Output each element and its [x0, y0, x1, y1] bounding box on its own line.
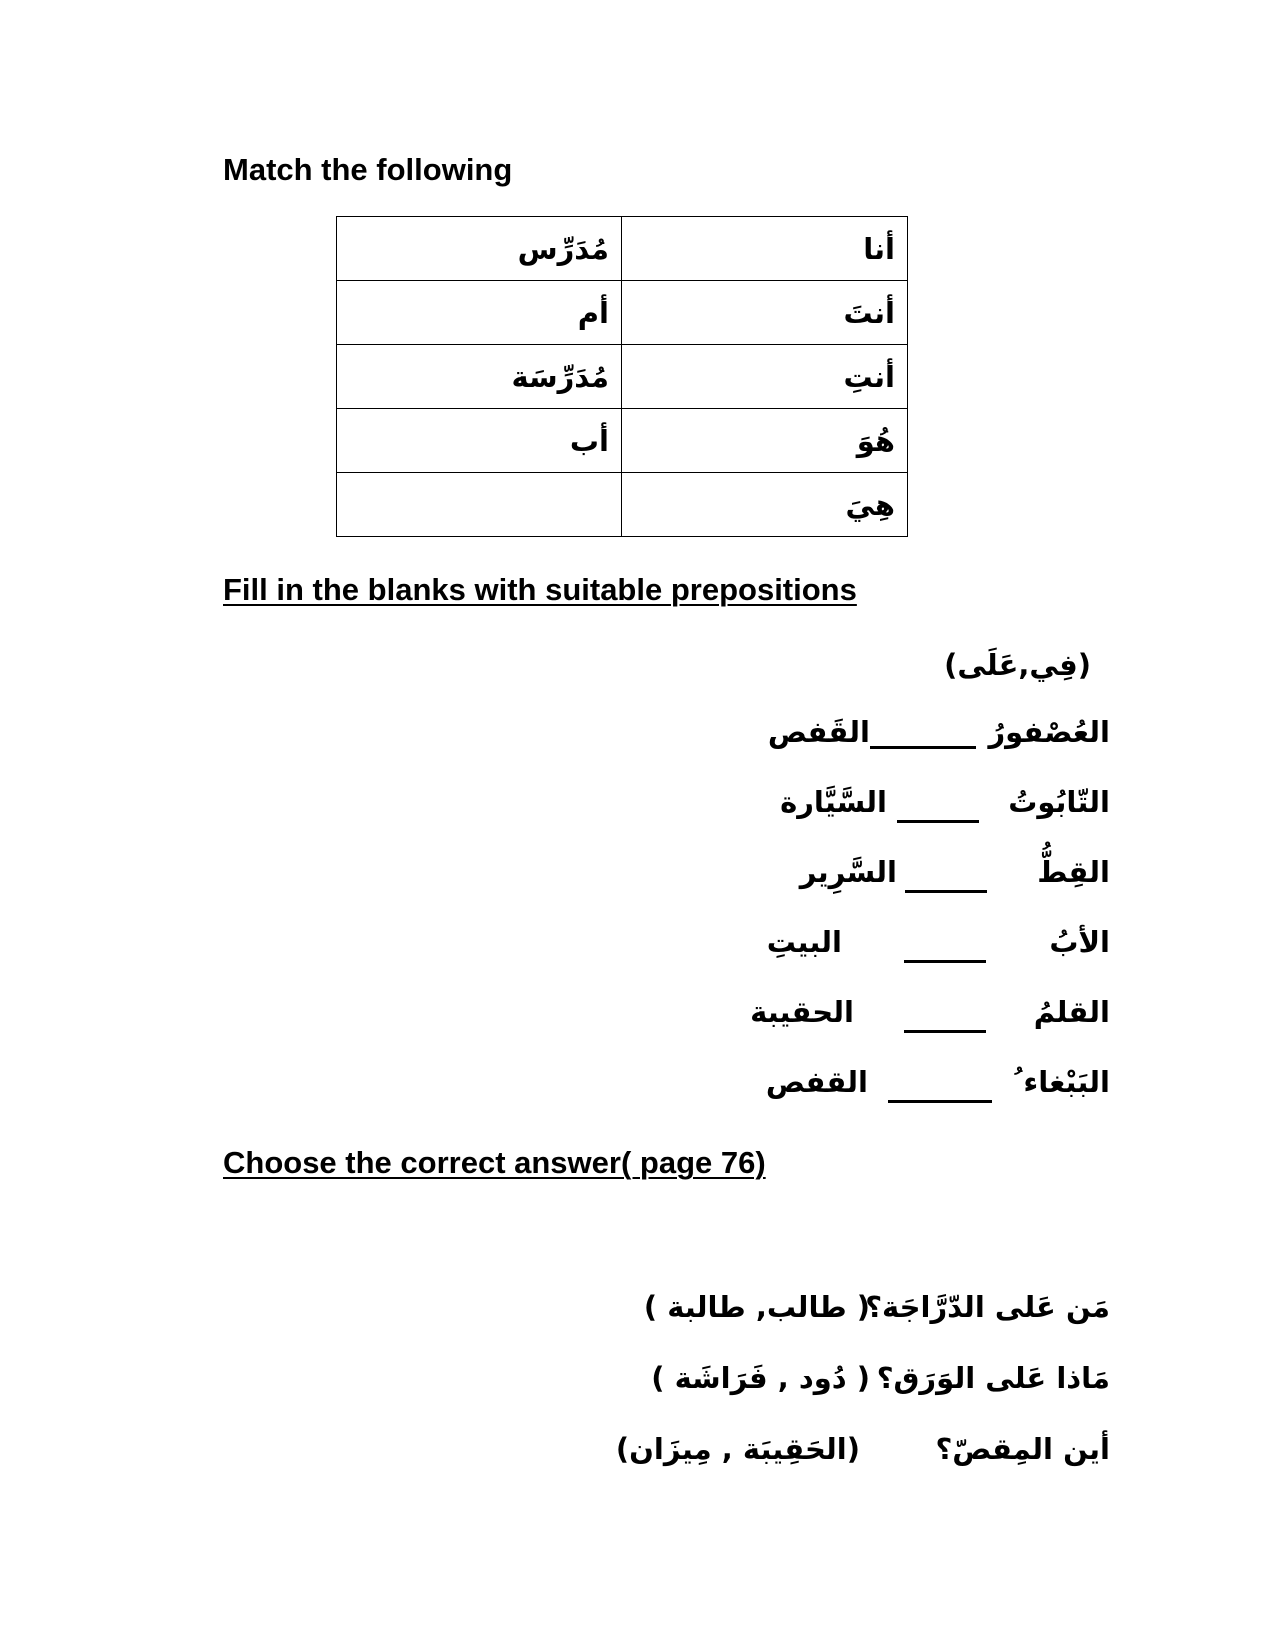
match-cell-right: أنتَ	[622, 281, 908, 345]
question-text: مَن عَلى الدّرَّاجَة؟	[865, 1290, 1110, 1324]
blank-line[interactable]	[870, 746, 976, 749]
table-row	[337, 409, 908, 473]
fill-subject: القلمُ	[1033, 995, 1110, 1029]
fill-row	[0, 782, 1275, 826]
question-row	[0, 1429, 1275, 1473]
fill-object: السَّيَّارة	[780, 785, 887, 819]
blank-line[interactable]	[888, 1100, 992, 1103]
fill-subject: البَبْغاء ُ	[1013, 1065, 1110, 1099]
fill-heading: Fill in the blanks with suitable prepositions	[223, 572, 857, 607]
fill-object: الحقيبة	[750, 995, 854, 1029]
preposition-options: (فِي,عَلَى)	[944, 648, 1091, 682]
match-cell-left: أب	[337, 409, 622, 473]
fill-object: السَّرِير	[799, 855, 897, 889]
match-cell-right: أنا	[622, 217, 908, 281]
blank-line[interactable]	[904, 1030, 986, 1033]
blank-line[interactable]	[905, 890, 987, 893]
match-heading: Match the following	[223, 152, 513, 187]
table-row	[337, 473, 908, 537]
question-text: أين المِقصّ؟	[935, 1432, 1110, 1466]
answer-choices: (الحَقِيبَة , مِيزَان)	[615, 1432, 860, 1466]
fill-object: البيتِ	[766, 925, 842, 959]
fill-subject: التّابُوتُ	[1008, 785, 1110, 819]
match-cell-left	[337, 473, 622, 537]
fill-row	[0, 852, 1275, 896]
fill-object: القَفص	[767, 715, 870, 749]
match-cell-right: هِيَ	[622, 473, 908, 537]
match-cell-right: أنتِ	[622, 345, 908, 409]
match-table	[336, 216, 908, 537]
table-row	[337, 217, 908, 281]
match-cell-left: مُدَرِّسَة	[337, 345, 622, 409]
match-cell-left: مُدَرِّس	[337, 217, 622, 281]
blank-line[interactable]	[897, 820, 979, 823]
match-cell-right: هُوَ	[622, 409, 908, 473]
answer-choices: ( طالب, طالبة )	[643, 1290, 870, 1324]
fill-subject: الأبُ	[1049, 925, 1110, 959]
fill-object: القفص	[765, 1065, 868, 1099]
fill-row	[0, 922, 1275, 966]
blank-line[interactable]	[904, 960, 986, 963]
table-row	[337, 281, 908, 345]
match-cell-left: أم	[337, 281, 622, 345]
question-text: مَاذا عَلى الوَرَق؟	[876, 1361, 1110, 1395]
fill-subject: القِطُّ	[1037, 855, 1110, 889]
fill-subject: العُصْفورُ	[988, 715, 1110, 749]
fill-row	[0, 992, 1275, 1036]
answer-choices: ( دُود , فَرَاشَة )	[651, 1361, 870, 1395]
question-row	[0, 1358, 1275, 1402]
question-row	[0, 1287, 1275, 1331]
table-row	[337, 345, 908, 409]
fill-row	[0, 712, 1275, 756]
fill-row	[0, 1062, 1275, 1106]
choose-heading: Choose the correct answer( page 76)	[223, 1145, 766, 1180]
